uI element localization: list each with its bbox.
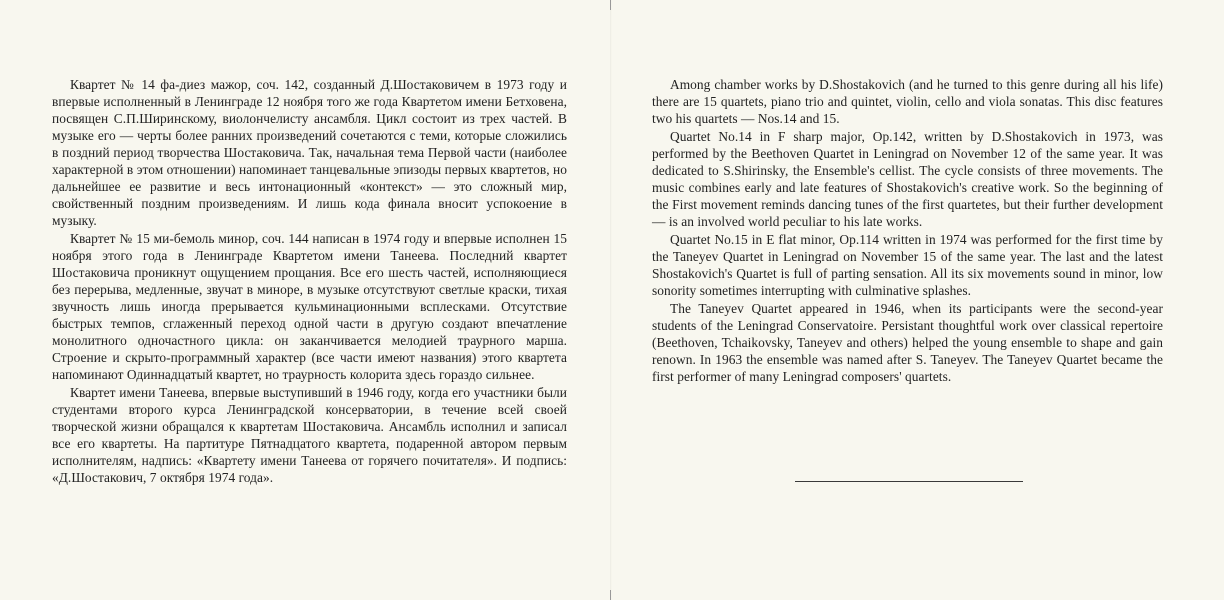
left-page-russian-text <box>52 76 567 487</box>
horizontal-rule <box>795 481 1023 482</box>
crop-mark-top <box>610 0 611 10</box>
page-gutter <box>610 0 612 600</box>
left-paragraph-quartet-14: Квартет № 14 фа-диез мажор, соч. 142, созданный Д.Шостаковичем в 1973 году и впервые исполненный в Ленинграде 12 ноября того же года Квартетом имени Бетховена, посвящен С.П.Ширинскому, виолончелисту ансамбля. Цикл состоит из трех частей. В музыке его — черты более ранних произведений сочетаются с теми, которые сложились в поздний период творчества Шостаковича. Так, начальная тема Первой части (наиболее характерной в этом отношении) напоминает танцевальные эпизоды первых квартетов, но дальнейшее ее развитие и весь интонационный «контекст» — это сложный мир, свойственный поздним произведениям. И лишь кода финала вносит успокоение в музыку. <box>52 77 567 228</box>
right-paragraph-quartet-15: Quartet No.15 in E flat minor, Op.114 written in 1974 was performed for the first time by the Taneyev Quartet in Leningrad on November 15 of the same year. The last and the latest Shostakovich's Quartet is full of parting sensation. All its six movements sound in minor, low sonority sometimes interrupting with culminative splashes. <box>652 232 1163 298</box>
right-paragraph-taneyev-quartet: The Taneyev Quartet appeared in 1946, when its participants were the second-year students of the Leningrad Conservatoire. Persistant thoughtful work over classical repertoire (Beethoven, Tchaikovsky, Taneyev and others) helped the young ensemble to shape and gain renown. In 1963 the ensemble was named after S. Taneyev. The Taneyev Quartet became the first performer of many Leningrad composers' quartets. <box>652 301 1163 384</box>
right-paragraph-quartet-14: Quartet No.14 in F sharp major, Op.142, written by D.Shostakovich in 1973, was performed by the Beethoven Quartet in Leningrad on November 12 of the same year. It was dedicated to S.Shirinsky, the Ensemble's cellist. The cycle consists of three movements. The music combines early and late features of Shostakovich's creative work. So the beginning of the First movement reminds dancing tunes of the first quartetes, but their further development — is an involved world peculiar to his late works. <box>652 129 1163 229</box>
left-paragraph-quartet-15: Квартет № 15 ми-бемоль минор, соч. 144 написан в 1974 году и впервые исполнен 15 ноября этого года в Ленинграде Квартетом имени Танеева. Последний квартет Шостаковича проникнут ощущением прощания. Все его шесть частей, исполняющиеся без перерыва, медленные, звучат в миноре, в музыке отсутствуют светлые краски, тихая звучность лишь иногда прерывается кульминационными всплесками. Отсутствие быстрых темпов, сглаженный переход одной части в другую создают впечатление монолитного одночастного цикла: он заканчивается мелодией траурного марша. Строение и скрыто-программный характер (все части имеют названия) этого квартета напоминают Одиннадцатый квартет, но траурность колорита здесь гораздо сильнее. <box>52 231 567 382</box>
right-paragraph-intro: Among chamber works by D.Shostakovich (and he turned to this genre during all his life) there are 15 quartets, piano trio and quintet, violin, cello and viola sonatas. This disc features two his quartets — Nos.14 and 15. <box>652 77 1163 126</box>
right-page-english-text <box>652 76 1163 386</box>
crop-mark-bottom <box>610 590 611 600</box>
left-paragraph-taneyev-quartet: Квартет имени Танеева, впервые выступивший в 1946 году, когда его участники были студентами второго курса Ленинградской консерватории, в течение всей своей творческой жизни обращался к квартетам Шостаковича. Ансамбль исполнил и записал все его квартеты. На партитуре Пятнадцатого квартета, подаренной автором первым исполнителям, надпись: «Квартету имени Танеева от горячего почитателя». И подпись: «Д.Шостакович, 7 октября 1974 года». <box>52 385 567 485</box>
